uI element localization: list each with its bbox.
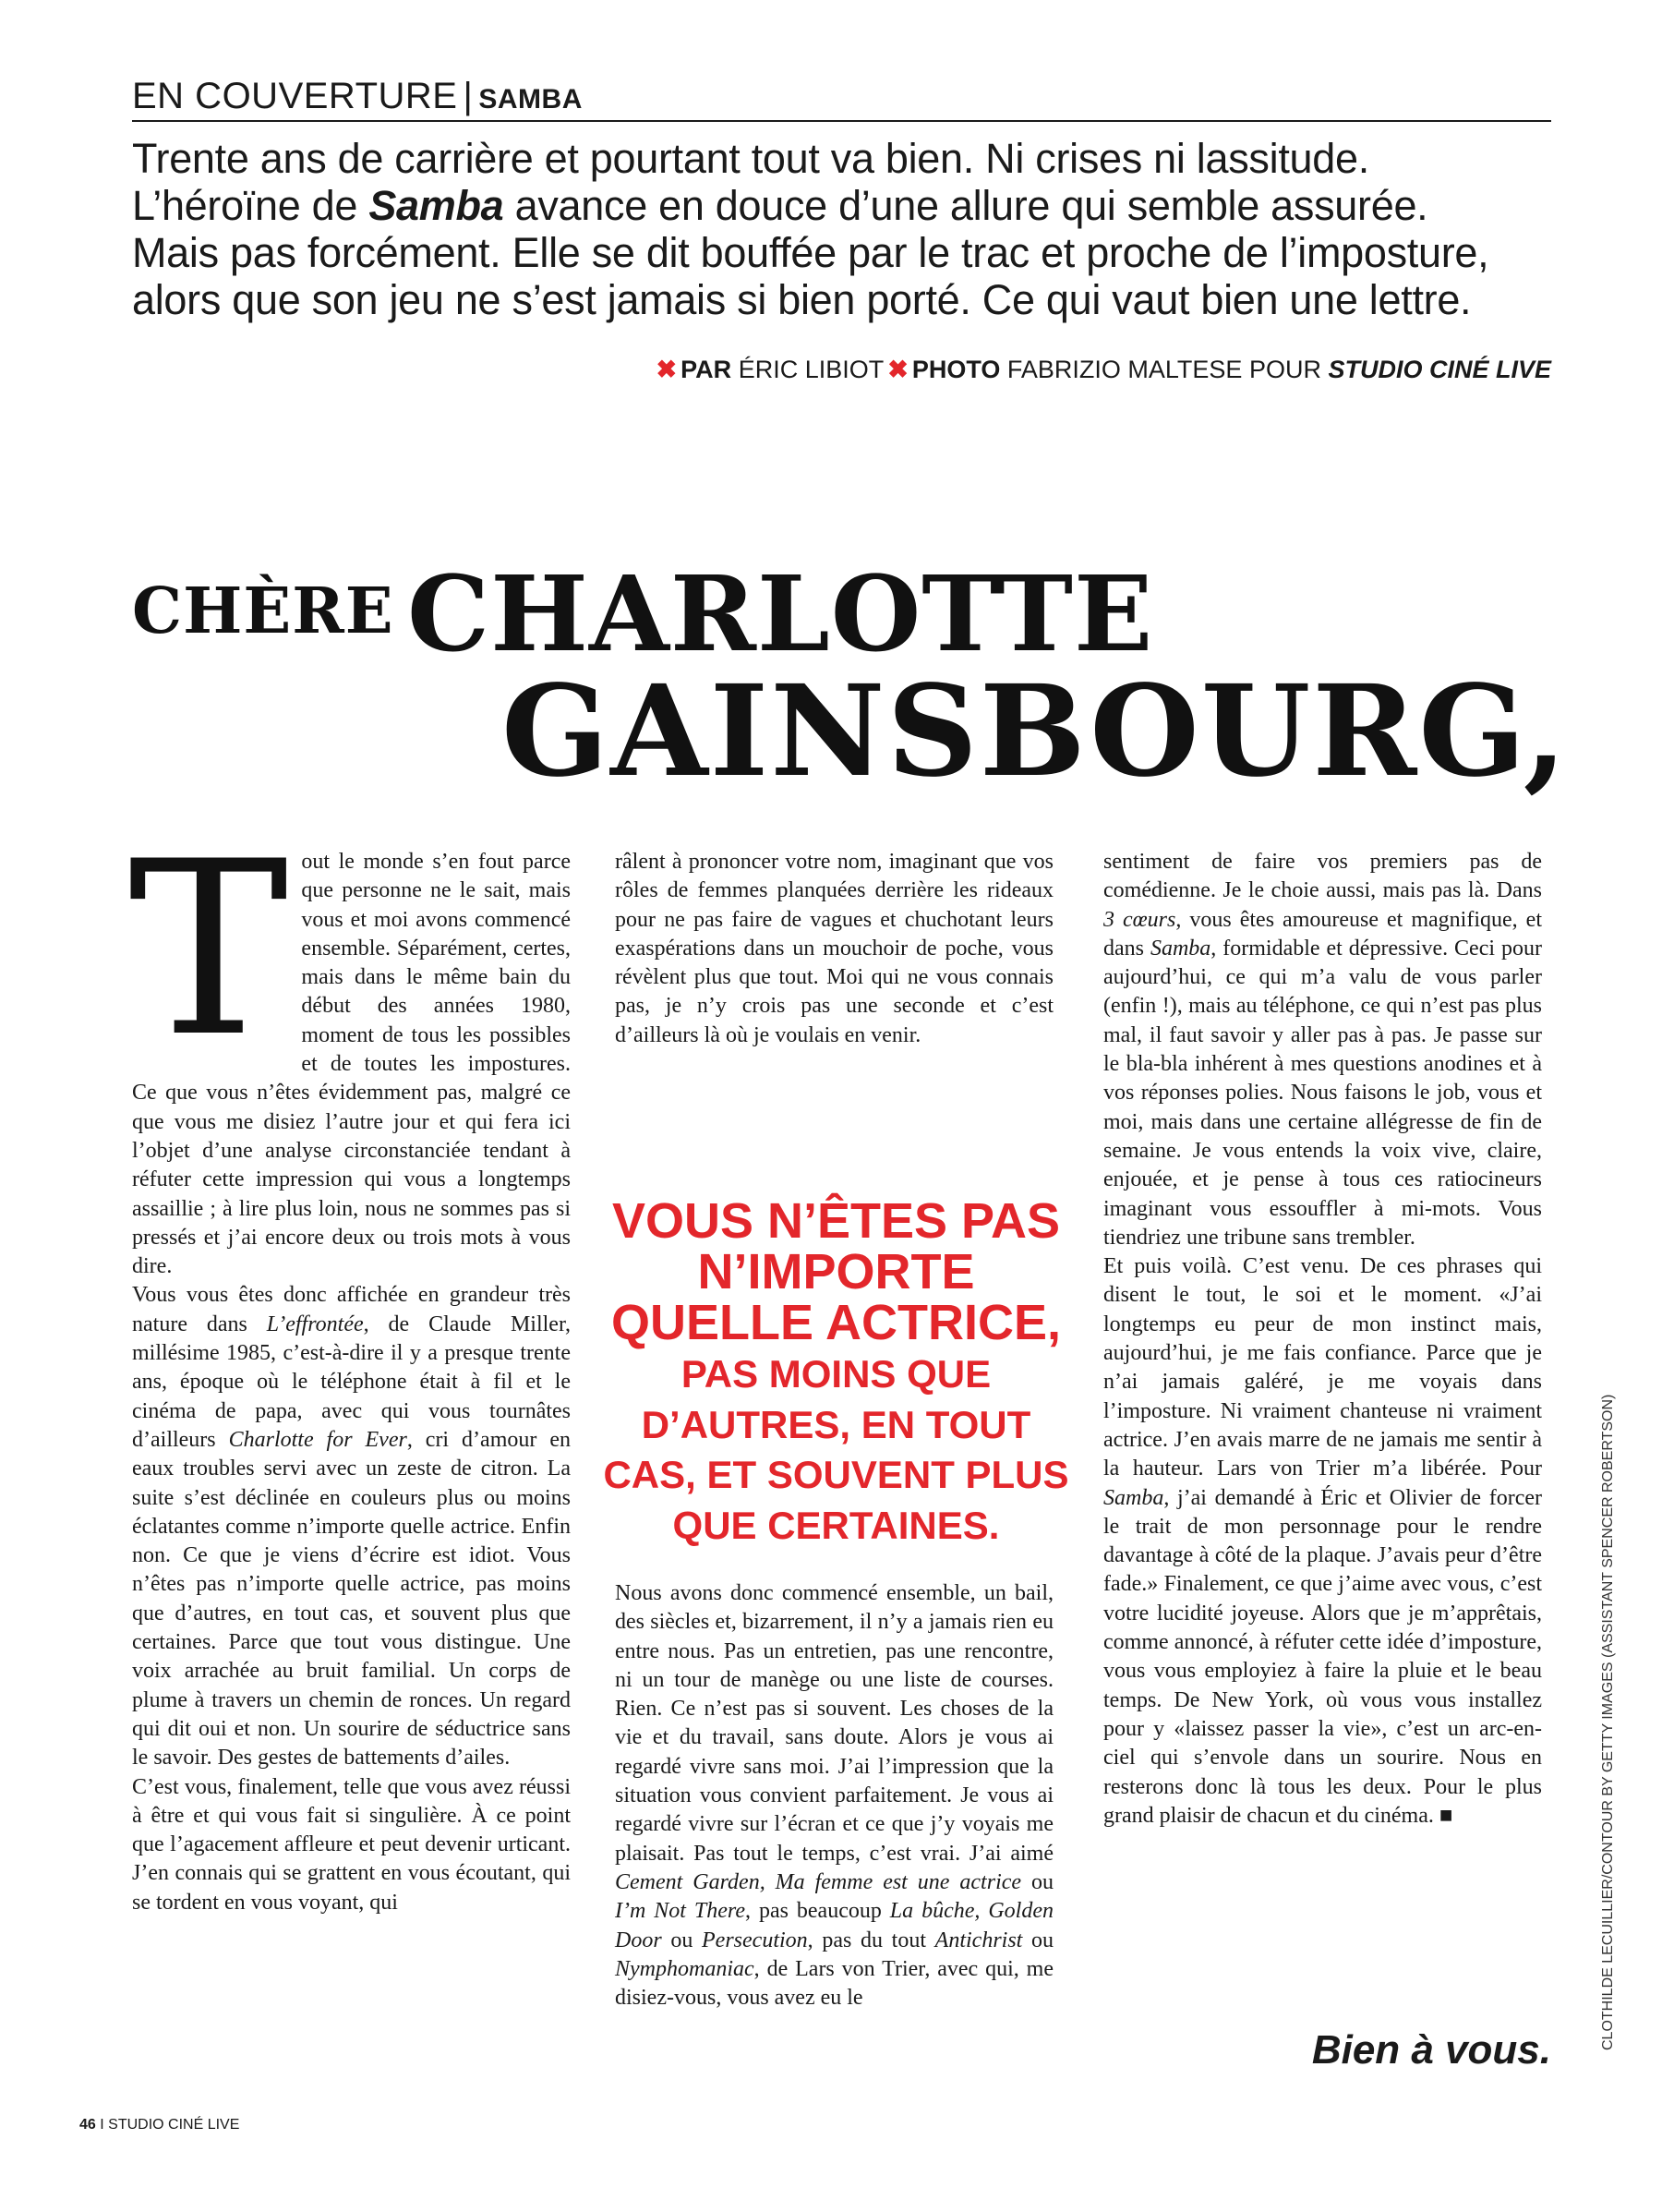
body-paragraph: râlent à prononcer votre nom, imaginant que vos rôles de femmes planquées derrière les rideaux pour ne pas faire de vagues et chuchotant leurs exaspérations dans un mouchoir de poche, vous révèlent plus que tout. Moi qui ne vous connais pas, je n’y crois pas une seconde et c’est d’ailleurs là où je voulais en venir.	[615, 850, 1054, 1047]
section-label: EN COUVERTURE	[132, 76, 458, 116]
body-text: , formidable et dépressive. Ceci pour aujourd’hui, ce qui m’a valu de vous parler (enfin !), mais au téléphone, ce qui n’est pas plus mal, il faut savoir y aller pas à pas. Je passe sur le bla-bla inhérent à mes questions anodines et à vos réponses polies. Nous faisons le job, vous et moi, mais dans une certaine allégresse de fin de semaine. Je vous entends la voix vive, claire, enjouée, et je pense à tous ces ratiocineurs imaginant vous essouffler à mi-mots. Vous tiendriez une tribune sans trembler.	[1103, 936, 1542, 1250]
film-title: Persecution	[702, 1928, 808, 1952]
film-title: 3 cœurs	[1103, 907, 1176, 932]
body-paragraph	[132, 1281, 571, 1772]
body-text: , de Lars von Trier, avec qui, me disiez-vous, vous avez eu le	[615, 1956, 1054, 2011]
body-column-3	[1103, 848, 1542, 1831]
standfirst-line-1: Trente ans de carrière et pourtant tout va bien. Ni crises ni lassitude.	[132, 135, 1369, 182]
header-separator: |	[463, 76, 474, 116]
body-text: Vous vous êtes donc affichée en grandeur très nature dans	[132, 1283, 571, 1336]
standfirst-line-3: Mais pas forcément. Elle se dit bouffée par le trac et proche de l’imposture,	[132, 229, 1489, 276]
drop-cap: T	[128, 811, 289, 1090]
pull-quote	[598, 1193, 1074, 1550]
folio-separator: I	[95, 2117, 109, 2133]
standfirst-text: L’héroïne de	[132, 182, 369, 229]
byline-photographer: FABRIZIO MALTESE POUR	[1006, 356, 1321, 383]
pull-quote-line: QUELLE ACTRICE,	[610, 1295, 1061, 1351]
body-paragraph: out le monde s’en fout parce que personne ne le sait, mais vous et moi avons commencé ensemble. Séparément, certes, mais dans le même bain du début des années 1980, moment de tous les possibles et de toutes les impostures. Ce que vous n’êtes évidemment pas, malgré ce que vous me disiez l’autre jour et qui fera ici l’objet d’une analyse circonstanciée tendant à réfuter cette impression qui vous a longtemps assaillie ; à lire plus loin, nous ne sommes pas si pressés et j’ai encore deux ou trois mots à vous dire.	[132, 850, 571, 1279]
body-paragraph	[615, 1579, 1054, 2013]
film-title: Antichrist	[934, 1928, 1023, 1952]
body-column-1	[128, 811, 571, 1917]
body-text: sentiment de faire vos premiers pas de comédienne. Je le choie aussi, mais pas là. Dans	[1103, 850, 1542, 903]
body-text: ou	[1022, 1928, 1054, 1952]
film-title: Samba	[1103, 1485, 1164, 1510]
film-title: Cement Garden, Ma femme est une actrice	[615, 1869, 1022, 1894]
pull-quote-line: VOUS N’ÊTES PAS	[611, 1193, 1061, 1249]
title-word-charlotte: CHARLOTTE	[407, 554, 1154, 675]
section-topic: SAMBA	[478, 84, 583, 115]
byline-par-label: PAR	[680, 356, 732, 383]
photo-credit	[1600, 1394, 1617, 2050]
body-column-2-lower	[615, 1579, 1054, 2013]
byline-photo-label: PHOTO	[911, 356, 1001, 383]
body-column-2	[615, 848, 1054, 1050]
standfirst-text: avance en douce d’une allure qui semble assurée.	[503, 182, 1428, 229]
body-text: , j’ai demandé à Éric et Olivier de forcer le trait de mon personnage pour le rendre davantage à côté de la plaque. J’avais peur d’être fade.» Finalement, ce que j’aime avec vous, c’est votre lucidité joyeuse. Alors que je m’apprêtais, comme annoncé, à réfuter cette idée d’imposture, vous vous employiez à faire la pluie et le beau temps. De New York, où vous vous installez pour y «laissez passer la vie», c’est un arc-en-ciel qui s’envole dans un sourire. Nous en resterons donc là tous les deux. Pour le plus grand plaisir de chacun et du cinéma. ■	[1103, 1485, 1542, 1828]
body-text: , vous êtes amoureuse et magnifique, et dans	[1103, 907, 1542, 961]
cross-icon: ✖	[887, 356, 909, 383]
body-text: , pas beaucoup	[745, 1899, 890, 1924]
film-title: Nymphomaniac	[615, 1956, 754, 1981]
magazine-name: STUDIO CINÉ LIVE	[108, 2117, 240, 2133]
header-rule	[132, 120, 1551, 122]
page-folio	[79, 2117, 239, 2133]
body-text: Nous avons donc commencé ensemble, un bail, des siècles et, bizarrement, il n’y a jamais rien eu entre nous. Pas un entretien, pas une rencontre, ni un tour de manège ou une liste de courses. Rien. Ce n’est pas si souvent. Les choses de la vie et du travail, sans doute. Alors je vous ai regardé vivre sans moi. J’ai l’impression que la situation vous convient parfaitement. Je vous ai regardé vivre sur l’écran et ce que j’y voyais me plaisait. Pas tout le temps, c’est vrai. J’ai aimé	[615, 1581, 1054, 1866]
pull-quote-line: D’AUTRES, EN TOUT	[641, 1402, 1031, 1446]
film-title: I’m Not There	[615, 1899, 745, 1924]
body-text: Et puis voilà. C’est venu. De ces phrases qui disent le tout, le soi et le moment. «J’ai longtemps eu peur de mon instinct mais, aujourd’hui, je me fais confiance. Parce que je n’ai jamais galéré, je me voyais dans l’imposture. Ni vraiment chanteuse ni vraiment actrice. J’en avais marre de ne jamais me sentir à la hauteur. Lars von Trier m’a libérée. Pour	[1103, 1254, 1542, 1481]
pull-quote-line: QUE CERTAINES.	[672, 1503, 1000, 1547]
pull-quote-line: PAS MOINS QUE	[680, 1352, 992, 1396]
photo-credit-text: CLOTHILDE LECUILLIER/CONTOUR BY GETTY IMAGES (ASSISTANT SPENCER ROBERTSON)	[1600, 1394, 1616, 2050]
title-word-gainsbourg: GAINSBOURG,	[501, 658, 1570, 805]
page-number: 46	[79, 2117, 96, 2133]
standfirst-line-4: alors que son jeu ne s’est jamais si bien porté. Ce qui vaut bien une lettre.	[132, 276, 1472, 323]
body-paragraph: C’est vous, finalement, telle que vous avez réussi à être et qui vous fait si singulière. À ce point que l’agacement affleure et peut devenir urticant. J’en connais qui se grattent en vous écoutant, qui se tordent en vous voyant, qui	[132, 1774, 571, 1915]
body-text: , cri d’amour en eaux troubles servi avec un zeste de citron. La suite s’est déclinée en couleurs plus ou moins éclatantes comme n’importe quelle actrice. Enfin non. Ce que je viens d’écrire est idiot. Vous n’êtes pas n’importe quelle actrice, pas moins que d’autres, en tout cas, et souvent plus que certaines. Parce que tout vous distingue. Une voix arrachée au bruit familial. Un corps de plume à travers un chemin de ronces. Un regard qui dit oui et non. Un sourire de séductrice sans le savoir. Des gestes de battements d’ailes.	[132, 1427, 571, 1771]
film-title: La bûche, Golden Door	[615, 1899, 1054, 1952]
body-text: , pas du tout	[807, 1928, 935, 1952]
standfirst-film-title: Samba	[368, 182, 504, 229]
body-text: ou	[1021, 1869, 1054, 1894]
byline-publication: STUDIO CINÉ LIVE	[1328, 356, 1551, 383]
pull-quote-line: N’IMPORTE	[697, 1244, 975, 1300]
body-paragraph	[1103, 848, 1542, 1252]
body-paragraph	[1103, 1252, 1542, 1831]
film-title: L’effrontée	[266, 1311, 364, 1336]
cross-icon: ✖	[656, 356, 678, 383]
standfirst	[132, 135, 1554, 323]
standfirst-line-2	[132, 182, 1554, 229]
section-header	[132, 76, 583, 117]
sign-off: Bien à vous.	[1311, 2027, 1551, 2073]
byline	[653, 356, 1551, 384]
body-text: ou	[661, 1928, 703, 1952]
film-title: Samba	[1150, 936, 1211, 961]
title-word-chere: CHÈRE	[132, 574, 394, 648]
film-title: Charlotte for Ever	[228, 1427, 407, 1452]
byline-author: ÉRIC LIBIOT	[738, 356, 885, 383]
body-text: , de Claude Miller, millésime 1985, c’est-à-dire il y a presque trente ans, époque où le téléphone était à fil et le cinéma de papa, avec qui vous tournâtes d’ailleurs	[132, 1311, 571, 1452]
pull-quote-line: CAS, ET SOUVENT PLUS	[603, 1453, 1069, 1497]
